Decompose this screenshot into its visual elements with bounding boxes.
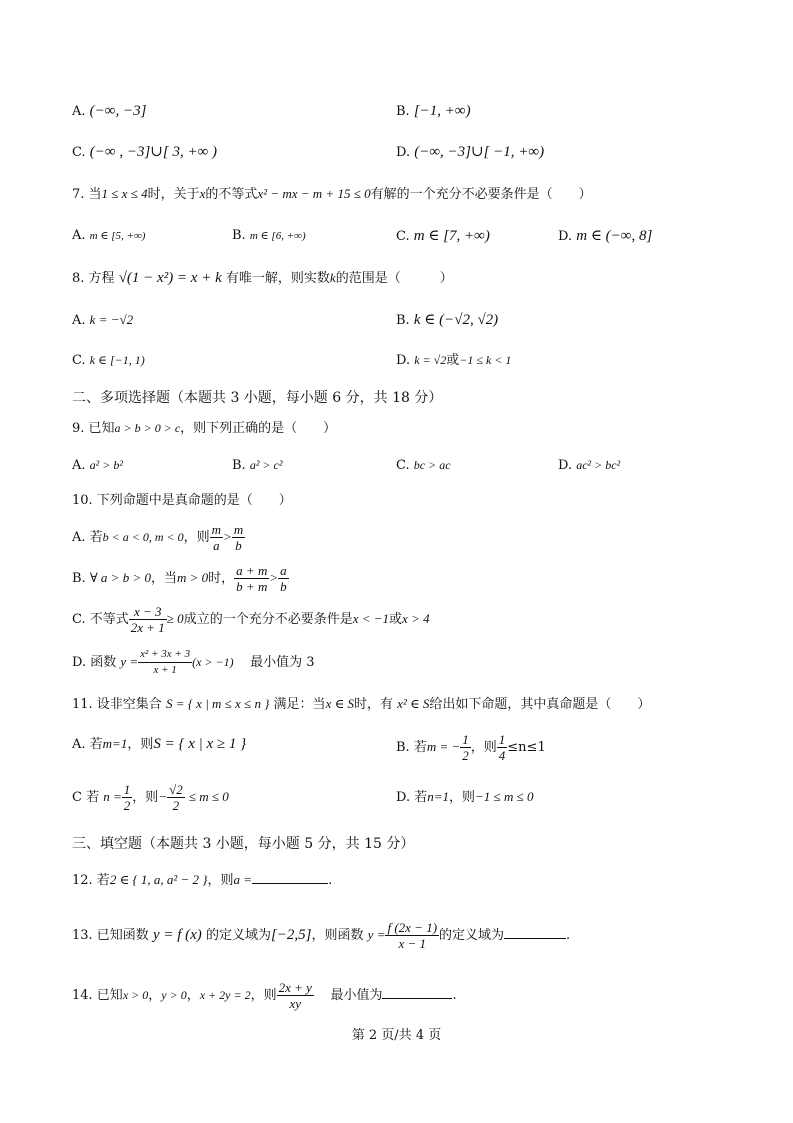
q9-option-b: B. a² > c² bbox=[232, 458, 283, 473]
q8-stem: 8. 方程 √(1 − x²) = x + k 有唯一解，则实数k的范围是（ ） bbox=[72, 270, 453, 286]
q14-fraction: $\frac{2x + y}{xy}$ bbox=[278, 980, 312, 1011]
q11-b-fraction: $\frac{1}{2}$ bbox=[462, 732, 469, 763]
q9-option-c: C. bc > ac bbox=[396, 458, 451, 473]
q7-option-d: D. m ∈ (−∞, 8] bbox=[558, 228, 653, 244]
q14-answer-blank[interactable] bbox=[382, 984, 452, 999]
q9-option-d: D. ac² > bc² bbox=[558, 458, 621, 473]
q11-option-a: A. 若m=1，则S = { x | x ≥ 1 } bbox=[72, 736, 247, 752]
q12-stem: 12. 若2 ∈ { 1, a, a² − 2 }，则a = . bbox=[72, 869, 332, 891]
q13-stem: 13. 已知函数 y = f (x) 的定义域为[−2,5]，则函数 y = $\frac{f (2x - 1)}{x - 1}$ 的定义域为 . bbox=[72, 920, 571, 951]
q10-a-fraction-2: $\frac{m}{b}$ bbox=[233, 522, 244, 553]
q8-option-d: D. k = √2或−1 ≤ k < 1 bbox=[396, 353, 512, 368]
page-footer: 第 2 页/共 4 页 bbox=[351, 1028, 442, 1043]
q13-fraction: $\frac{f (2x - 1)}{x - 1}$ bbox=[387, 920, 438, 951]
q11-option-d: D. 若n=1，则−1 ≤ m ≤ 0 bbox=[396, 789, 534, 805]
q8-option-b: B. k ∈ (−√2, √2) bbox=[396, 312, 499, 328]
q6-option-d: D. (−∞, −3]∪[ −1, +∞) bbox=[396, 144, 545, 160]
q11-c-fraction: $\frac{1}{2}$ bbox=[123, 782, 131, 813]
q9-option-a: A. a² > b² bbox=[72, 458, 123, 473]
q10-option-d: D. 函数 y = $\frac{\text{x² + 3x + 3}}{x + 1}$ (x > −1) 最小值为 3 bbox=[72, 648, 315, 676]
q7-option-a: A. m ∈ [5, +∞) bbox=[72, 228, 146, 243]
q10-option-c: C. 不等式 $\frac{x - 3}{2x + 1}$ ≥ 0成立的一个充分不必要条件是x < −1或x > 4 bbox=[72, 604, 430, 635]
section-2-title: 二、多项选择题（本题共 3 小题，每小题 6 分，共 18 分） bbox=[72, 390, 443, 406]
q6-option-c: C. (−∞ , −3]∪[ 3, +∞ ) bbox=[72, 144, 218, 160]
q10-b-fraction-1: $\frac{a + m}{b + m}$ bbox=[236, 563, 268, 594]
q12-answer-blank[interactable] bbox=[252, 869, 328, 884]
q10-stem: 10. 下列命题中是真命题的是（ ） bbox=[72, 493, 292, 508]
q8-option-c: C. k ∈ [−1, 1) bbox=[72, 353, 145, 368]
q9-stem: 9. 已知a > b > 0 > c，则下列正确的是（ ） bbox=[72, 421, 337, 436]
q10-a-fraction-1: $\frac{m}{a}$ bbox=[211, 522, 222, 553]
q10-option-b: B. ∀ a > b > 0，当m > 0时， $\frac{a + m}{b + m}$ > $\frac{a}{b}$ bbox=[72, 563, 287, 594]
q7-option-c: C. m ∈ [7, +∞) bbox=[396, 228, 490, 244]
q7-option-b: B. m ∈ [6, +∞) bbox=[232, 228, 306, 243]
q10-b-fraction-2: $\frac{a}{b}$ bbox=[280, 563, 287, 594]
q11-option-b: B. 若m = − $\frac{1}{2}$ ，则 $\frac{1}{4}$ ≤n≤1 bbox=[396, 732, 546, 763]
q11-b-result-fraction: $\frac{1}{4}$ bbox=[498, 732, 506, 763]
q10-option-a: A. 若b < a < 0, m < 0，则 $\frac{m}{a}$ > $\frac{m}{b}$ bbox=[72, 522, 244, 553]
q6-option-b: B. [−1, +∞) bbox=[396, 103, 471, 119]
q10-c-fraction: $\frac{x - 3}{2x + 1}$ bbox=[130, 604, 165, 635]
q10-d-fraction: $\frac{\text{x² + 3x + 3}}{x + 1}$ bbox=[140, 648, 191, 676]
q11-option-c: C 若 n = $\frac{1}{2}$ ，则− $\frac{√2}{2}$ ≤ m ≤ 0 bbox=[72, 782, 229, 813]
q11-c-result-fraction: $\frac{√2}{2}$ bbox=[169, 782, 183, 813]
q6-option-a: A. (−∞, −3] bbox=[72, 103, 147, 119]
q8-option-a: A. k = −√2 bbox=[72, 312, 134, 328]
q7-stem: 7. 当1 ≤ x ≤ 4时，关于x的不等式x² − mx − m + 15 ≤ 0有解的一个充分不必要条件是（ ） bbox=[72, 186, 592, 202]
q13-answer-blank[interactable] bbox=[504, 924, 566, 939]
section-3-title: 三、填空题（本题共 3 小题，每小题 5 分，共 15 分） bbox=[72, 836, 415, 852]
q11-stem: 11. 设非空集合 S = { x | m ≤ x ≤ n } 满足：当x ∈ S时，有 x² ∈ S给出如下命题，其中真命题是（ ） bbox=[72, 696, 651, 712]
q14-stem: 14. 已知x > 0，y > 0，x + 2y = 2，则 $\frac{2x + y}{xy}$ 最小值为 . bbox=[72, 980, 457, 1011]
